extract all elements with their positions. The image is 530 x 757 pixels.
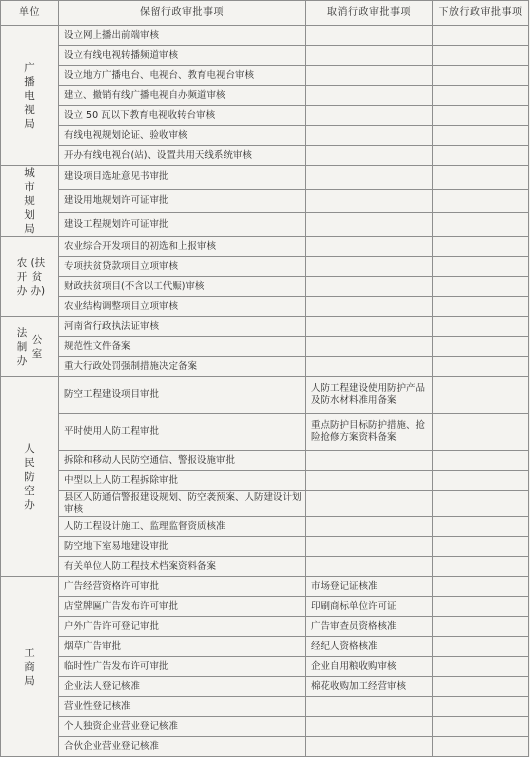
table-row bbox=[1, 617, 529, 637]
table-row bbox=[1, 337, 529, 357]
unit-name: 农开办 bbox=[16, 256, 28, 297]
unit-name: 法制办 bbox=[16, 326, 28, 367]
delegated-item-cell bbox=[433, 126, 529, 146]
delegated-item-cell bbox=[433, 337, 529, 357]
table-row bbox=[1, 657, 529, 677]
delegated-item-cell bbox=[433, 46, 529, 66]
cancelled-item-cell: 企业自用粮收购审核 bbox=[306, 657, 433, 677]
delegated-item-cell bbox=[433, 237, 529, 257]
retained-item-cell: 有线电视规划论证、验收审核 bbox=[59, 126, 306, 146]
table-row bbox=[1, 257, 529, 277]
retained-item-cell: 专项扶贫贷款项目立项审核 bbox=[59, 257, 306, 277]
cancelled-item-cell: 棉花收购加工经营审核 bbox=[306, 677, 433, 697]
delegated-item-cell bbox=[433, 146, 529, 166]
unit-cell bbox=[1, 166, 59, 237]
cancelled-item-cell bbox=[306, 491, 433, 517]
cancelled-item-cell bbox=[306, 451, 433, 471]
retained-item-cell: 农业结构调整项目立项审核 bbox=[59, 297, 306, 317]
delegated-item-cell bbox=[433, 537, 529, 557]
cancelled-item-cell bbox=[306, 126, 433, 146]
delegated-item-cell bbox=[433, 471, 529, 491]
retained-item-cell: 设立有线电视转播频道审核 bbox=[59, 46, 306, 66]
delegated-item-cell bbox=[433, 697, 529, 717]
table-row bbox=[1, 106, 529, 126]
cancelled-item-cell bbox=[306, 237, 433, 257]
cancelled-item-cell bbox=[306, 337, 433, 357]
retained-item-cell: 拆除和移动人民防空通信、警报设施审批 bbox=[59, 451, 306, 471]
unit-name: 人民防空办 bbox=[24, 442, 35, 511]
table-row bbox=[1, 597, 529, 617]
delegated-item-cell bbox=[433, 189, 529, 213]
table-header bbox=[1, 1, 529, 26]
retained-item-cell: 户外广告许可登记审批 bbox=[59, 617, 306, 637]
retained-item-cell: 设立地方广播电台、电视台、教育电视台审核 bbox=[59, 66, 306, 86]
table-row bbox=[1, 126, 529, 146]
table-row bbox=[1, 414, 529, 451]
retained-item-cell: 企业法人登记核准 bbox=[59, 677, 306, 697]
table-row bbox=[1, 317, 529, 337]
delegated-item-cell bbox=[433, 213, 529, 237]
unit-cell bbox=[1, 317, 59, 377]
cancelled-item-cell: 广告审查员资格核准 bbox=[306, 617, 433, 637]
cancelled-item-cell: 经纪人资格核准 bbox=[306, 637, 433, 657]
header-retained: 保留行政审批事项 bbox=[59, 1, 306, 26]
delegated-item-cell bbox=[433, 517, 529, 537]
cancelled-item-cell bbox=[306, 537, 433, 557]
retained-item-cell: 建立、撤销有线广播电视自办频道审核 bbox=[59, 86, 306, 106]
retained-item-cell: 有关单位人防工程技术档案资料备案 bbox=[59, 557, 306, 577]
header-cancelled: 取消行政审批事项 bbox=[306, 1, 433, 26]
retained-item-cell: 防空地下室易地建设审批 bbox=[59, 537, 306, 557]
table-row bbox=[1, 357, 529, 377]
table-row bbox=[1, 297, 529, 317]
table-row bbox=[1, 146, 529, 166]
delegated-item-cell bbox=[433, 26, 529, 46]
header-delegated: 下放行政审批事项 bbox=[433, 1, 529, 26]
table-row bbox=[1, 677, 529, 697]
table-row bbox=[1, 213, 529, 237]
cancelled-item-cell bbox=[306, 213, 433, 237]
cancelled-item-cell bbox=[306, 317, 433, 337]
retained-item-cell: 设立 50 瓦以下教育电视收转台审核 bbox=[59, 106, 306, 126]
delegated-item-cell bbox=[433, 451, 529, 471]
cancelled-item-cell bbox=[306, 86, 433, 106]
retained-item-cell: 县区人防通信警报建设规划、防空袭预案、人防建设计划审核 bbox=[59, 491, 306, 517]
delegated-item-cell bbox=[433, 491, 529, 517]
cancelled-item-cell bbox=[306, 517, 433, 537]
unit-name: 广播电视局 bbox=[24, 61, 35, 130]
retained-item-cell: 合伙企业营业登记核准 bbox=[59, 737, 306, 757]
retained-item-cell: 平时使用人防工程审批 bbox=[59, 414, 306, 451]
table-row bbox=[1, 166, 529, 190]
table-row bbox=[1, 557, 529, 577]
table-row bbox=[1, 46, 529, 66]
table-row bbox=[1, 717, 529, 737]
cancelled-item-cell bbox=[306, 737, 433, 757]
cancelled-item-cell: 市场登记证核准 bbox=[306, 577, 433, 597]
cancelled-item-cell bbox=[306, 257, 433, 277]
table-body bbox=[1, 26, 529, 757]
delegated-item-cell bbox=[433, 597, 529, 617]
cancelled-item-cell bbox=[306, 557, 433, 577]
cancelled-item-cell bbox=[306, 717, 433, 737]
table-row bbox=[1, 737, 529, 757]
delegated-item-cell bbox=[433, 717, 529, 737]
delegated-item-cell bbox=[433, 637, 529, 657]
cancelled-item-cell: 重点防护目标防护措施、抢险抢修方案资料备案 bbox=[306, 414, 433, 451]
delegated-item-cell bbox=[433, 166, 529, 190]
delegated-item-cell bbox=[433, 677, 529, 697]
delegated-item-cell bbox=[433, 737, 529, 757]
cancelled-item-cell bbox=[306, 189, 433, 213]
unit-cell bbox=[1, 26, 59, 166]
retained-item-cell: 开办有线电视台(站)、设置共用天线系统审核 bbox=[59, 146, 306, 166]
delegated-item-cell bbox=[433, 357, 529, 377]
table-row bbox=[1, 451, 529, 471]
delegated-item-cell bbox=[433, 377, 529, 414]
cancelled-item-cell bbox=[306, 146, 433, 166]
table-row bbox=[1, 377, 529, 414]
table-row bbox=[1, 697, 529, 717]
retained-item-cell: 农业综合开发项目的初选和上报审核 bbox=[59, 237, 306, 257]
delegated-item-cell bbox=[433, 617, 529, 637]
unit-name: 城市规划局 bbox=[24, 167, 35, 235]
table-row bbox=[1, 26, 529, 46]
retained-item-cell: 中型以上人防工程拆除审批 bbox=[59, 471, 306, 491]
unit-cell bbox=[1, 377, 59, 577]
retained-item-cell: 个人独资企业营业登记核准 bbox=[59, 717, 306, 737]
unit-name: 工商局 bbox=[24, 646, 35, 687]
cancelled-item-cell bbox=[306, 26, 433, 46]
cancelled-item-cell: 人防工程建设使用防护产品及防水材料准用备案 bbox=[306, 377, 433, 414]
retained-item-cell: 设立网上播出前端审核 bbox=[59, 26, 306, 46]
cancelled-item-cell bbox=[306, 697, 433, 717]
cancelled-item-cell bbox=[306, 66, 433, 86]
delegated-item-cell bbox=[433, 86, 529, 106]
unit-note: (扶贫办) bbox=[30, 256, 46, 297]
retained-item-cell: 防空工程建设项目审批 bbox=[59, 377, 306, 414]
retained-item-cell: 财政扶贫项目(不含以工代赈)审核 bbox=[59, 277, 306, 297]
delegated-item-cell bbox=[433, 577, 529, 597]
cancelled-item-cell bbox=[306, 46, 433, 66]
retained-item-cell: 营业性登记核准 bbox=[59, 697, 306, 717]
cancelled-item-cell bbox=[306, 277, 433, 297]
cancelled-item-cell: 印刷商标单位许可证 bbox=[306, 597, 433, 617]
cancelled-item-cell bbox=[306, 166, 433, 190]
retained-item-cell: 建设项目选址意见书审批 bbox=[59, 166, 306, 190]
delegated-item-cell bbox=[433, 317, 529, 337]
retained-item-cell: 临时性广告发布许可审批 bbox=[59, 657, 306, 677]
table-row bbox=[1, 491, 529, 517]
table-row bbox=[1, 66, 529, 86]
table-row bbox=[1, 471, 529, 491]
retained-item-cell: 广告经营资格许可审批 bbox=[59, 577, 306, 597]
table-row bbox=[1, 637, 529, 657]
table-row bbox=[1, 537, 529, 557]
cancelled-item-cell bbox=[306, 297, 433, 317]
table-row bbox=[1, 517, 529, 537]
cancelled-item-cell bbox=[306, 357, 433, 377]
header-unit: 单位 bbox=[1, 1, 59, 26]
retained-item-cell: 建设用地规划许可证审批 bbox=[59, 189, 306, 213]
table-row bbox=[1, 237, 529, 257]
delegated-item-cell bbox=[433, 414, 529, 451]
cancelled-item-cell bbox=[306, 106, 433, 126]
table-row bbox=[1, 86, 529, 106]
delegated-item-cell bbox=[433, 657, 529, 677]
table-row bbox=[1, 189, 529, 213]
retained-item-cell: 河南省行政执法证审核 bbox=[59, 317, 306, 337]
cancelled-item-cell bbox=[306, 471, 433, 491]
retained-item-cell: 建设工程规划许可证审批 bbox=[59, 213, 306, 237]
unit-note: 公室 bbox=[31, 333, 43, 360]
unit-cell bbox=[1, 237, 59, 317]
delegated-item-cell bbox=[433, 557, 529, 577]
delegated-item-cell bbox=[433, 106, 529, 126]
table-row bbox=[1, 577, 529, 597]
table-row bbox=[1, 277, 529, 297]
delegated-item-cell bbox=[433, 277, 529, 297]
delegated-item-cell bbox=[433, 297, 529, 317]
delegated-item-cell bbox=[433, 257, 529, 277]
retained-item-cell: 规范性文件备案 bbox=[59, 337, 306, 357]
retained-item-cell: 店堂牌匾广告发布许可审批 bbox=[59, 597, 306, 617]
retained-item-cell: 人防工程设计施工、监理监督资质核准 bbox=[59, 517, 306, 537]
unit-cell bbox=[1, 577, 59, 757]
retained-item-cell: 烟草广告审批 bbox=[59, 637, 306, 657]
retained-item-cell: 重大行政处罚强制措施决定备案 bbox=[59, 357, 306, 377]
delegated-item-cell bbox=[433, 66, 529, 86]
